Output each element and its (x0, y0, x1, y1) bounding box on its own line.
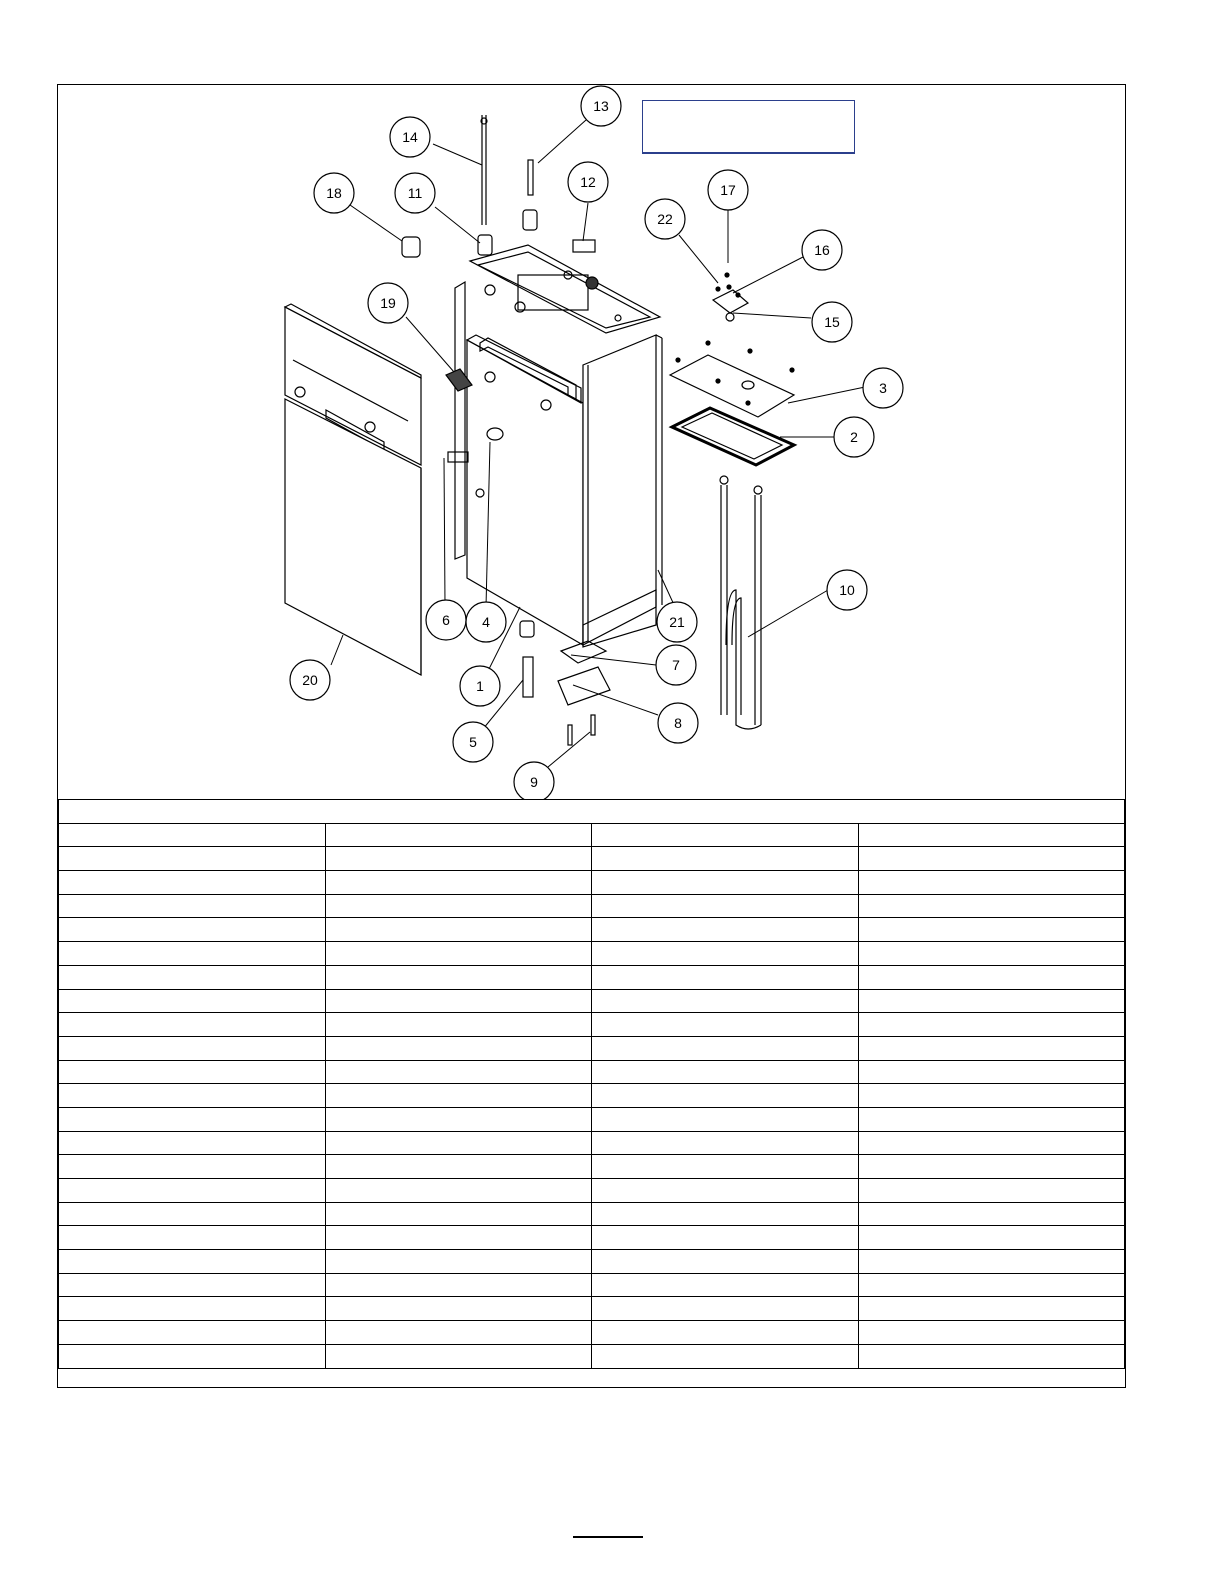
callout-label-2: 2 (850, 429, 858, 445)
table-cell (858, 1107, 1125, 1131)
table-cell (59, 823, 326, 847)
table-cell (592, 1060, 859, 1084)
table-cell (325, 1226, 592, 1250)
table-cell (59, 989, 326, 1013)
table-cell (325, 918, 592, 942)
table-row (59, 1321, 1125, 1345)
table-cell (325, 1273, 592, 1297)
gasket (672, 408, 794, 465)
table-cell (858, 823, 1125, 847)
callout-label-9: 9 (530, 774, 538, 790)
table-cell (59, 1297, 326, 1321)
table-row (59, 1084, 1125, 1108)
table-cell (325, 1013, 592, 1037)
parts-list-body (59, 800, 1125, 1369)
front-door-panels (285, 304, 421, 675)
table-cell (858, 1273, 1125, 1297)
table-cell (858, 965, 1125, 989)
table-row (59, 1202, 1125, 1226)
table-cell (325, 894, 592, 918)
table-cell (858, 847, 1125, 871)
table-cell (325, 965, 592, 989)
callout-label-7: 7 (672, 657, 680, 673)
table-cell (858, 1060, 1125, 1084)
table-cell (592, 823, 859, 847)
table-cell (592, 989, 859, 1013)
table-cell (59, 894, 326, 918)
table-row (59, 989, 1125, 1013)
table-row (59, 942, 1125, 966)
table-row (59, 965, 1125, 989)
table-cell (59, 1202, 326, 1226)
table-cell (592, 942, 859, 966)
callout-label-3: 3 (879, 380, 887, 396)
table-cell (858, 1013, 1125, 1037)
title-box (642, 100, 855, 153)
table-cell (858, 1084, 1125, 1108)
table-row (59, 1273, 1125, 1297)
table-cell (858, 1344, 1125, 1368)
callout-label-16: 16 (814, 242, 830, 258)
table-cell (59, 1155, 326, 1179)
table-cell (858, 942, 1125, 966)
table-cell (592, 1013, 859, 1037)
table-cell (592, 918, 859, 942)
table-cell (858, 1226, 1125, 1250)
table-cell (592, 1297, 859, 1321)
table-cell (325, 989, 592, 1013)
callout-label-8: 8 (674, 715, 682, 731)
table-cell (592, 1084, 859, 1108)
callout-label-10: 10 (839, 582, 855, 598)
table-cell (592, 1179, 859, 1203)
callout-label-14: 14 (402, 129, 418, 145)
table-cell (59, 1179, 326, 1203)
table-cell (59, 1013, 326, 1037)
table-row (59, 1036, 1125, 1060)
table-cell (325, 1297, 592, 1321)
table-cell (858, 918, 1125, 942)
table-cell (592, 1036, 859, 1060)
table-row (59, 847, 1125, 871)
table-row (59, 1179, 1125, 1203)
table-cell (325, 1084, 592, 1108)
table-row (59, 823, 1125, 847)
callout-label-19: 19 (380, 295, 396, 311)
table-cell (59, 1250, 326, 1274)
parts-table-banner-row (59, 800, 1125, 824)
table-row (59, 894, 1125, 918)
table-cell (59, 918, 326, 942)
table-cell (59, 847, 326, 871)
parts-table-banner (59, 800, 1125, 824)
table-cell (592, 1344, 859, 1368)
table-cell (592, 894, 859, 918)
table-cell (325, 871, 592, 895)
table-cell (325, 1179, 592, 1203)
table-cell (858, 1321, 1125, 1345)
assembly-illustration (58, 85, 1125, 799)
table-cell (592, 1107, 859, 1131)
table-row (59, 1344, 1125, 1368)
callout-label-22: 22 (657, 211, 673, 227)
table-cell (59, 1344, 326, 1368)
table-cell (59, 1226, 326, 1250)
table-cell (325, 942, 592, 966)
lid-plate (670, 341, 794, 417)
table-cell (858, 1155, 1125, 1179)
table-row (59, 1013, 1125, 1037)
table-cell (858, 989, 1125, 1013)
table-cell (858, 1250, 1125, 1274)
table-cell (858, 1202, 1125, 1226)
table-cell (592, 1226, 859, 1250)
table-cell (59, 965, 326, 989)
table-cell (592, 1131, 859, 1155)
exploded-assembly-drawing (58, 85, 1125, 799)
callout-label-1: 1 (476, 678, 484, 694)
table-cell (592, 1202, 859, 1226)
table-row (59, 1131, 1125, 1155)
table-cell (59, 942, 326, 966)
table-cell (858, 1297, 1125, 1321)
callout-label-17: 17 (720, 182, 736, 198)
callout-label-18: 18 (326, 185, 342, 201)
table-row (59, 1060, 1125, 1084)
table-row (59, 1107, 1125, 1131)
table-row (59, 871, 1125, 895)
table-cell (325, 1344, 592, 1368)
table-cell (592, 1321, 859, 1345)
table-cell (325, 1202, 592, 1226)
parts-sheet (57, 84, 1126, 1388)
table-cell (325, 1060, 592, 1084)
table-cell (59, 871, 326, 895)
table-cell (59, 1273, 326, 1297)
callout-label-12: 12 (580, 174, 596, 190)
heating-elements (720, 476, 762, 729)
footer-rule (573, 1536, 643, 1538)
table-cell (592, 847, 859, 871)
callout-label-20: 20 (302, 672, 318, 688)
callout-label-11: 11 (407, 185, 423, 201)
table-cell (325, 823, 592, 847)
table-cell (858, 871, 1125, 895)
table-cell (592, 1250, 859, 1274)
parts-list-table (58, 799, 1125, 1369)
callout-label-15: 15 (824, 314, 840, 330)
callout-label-13: 13 (593, 98, 609, 114)
table-cell (325, 847, 592, 871)
callout-label-6: 6 (442, 612, 450, 628)
table-row (59, 1297, 1125, 1321)
table-cell (858, 1036, 1125, 1060)
table-cell (325, 1155, 592, 1179)
table-cell (59, 1060, 326, 1084)
table-cell (59, 1036, 326, 1060)
table-cell (858, 1131, 1125, 1155)
table-cell (325, 1250, 592, 1274)
table-row (59, 1226, 1125, 1250)
table-row (59, 918, 1125, 942)
table-cell (59, 1107, 326, 1131)
table-row (59, 1155, 1125, 1179)
table-cell (592, 871, 859, 895)
table-cell (325, 1107, 592, 1131)
callout-label-4: 4 (482, 614, 490, 630)
table-cell (592, 1155, 859, 1179)
table-cell (592, 965, 859, 989)
table-cell (325, 1131, 592, 1155)
callout-label-21: 21 (669, 614, 685, 630)
table-cell (59, 1321, 326, 1345)
table-cell (858, 894, 1125, 918)
table-cell (592, 1273, 859, 1297)
table-cell (59, 1084, 326, 1108)
table-row (59, 1250, 1125, 1274)
table-cell (858, 1179, 1125, 1203)
table-cell (59, 1131, 326, 1155)
callout-label-5: 5 (469, 734, 477, 750)
table-cell (325, 1036, 592, 1060)
table-cell (325, 1321, 592, 1345)
